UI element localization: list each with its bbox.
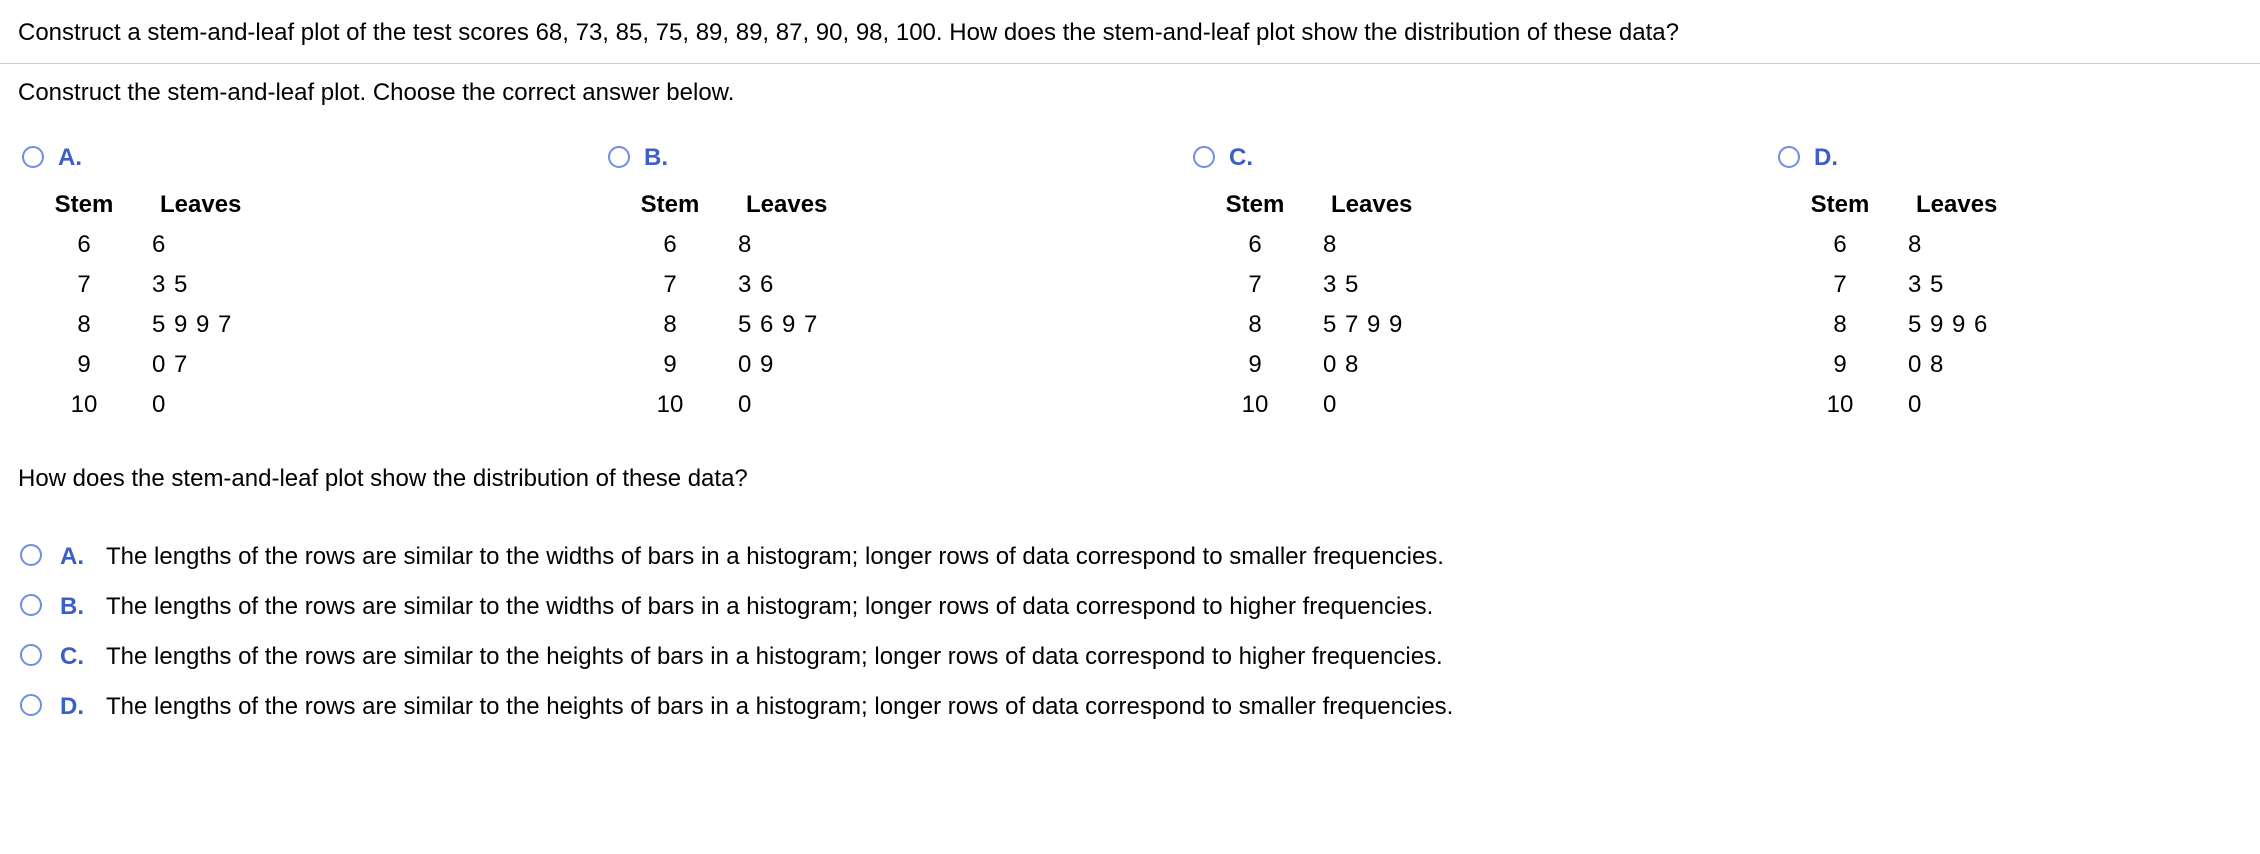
- stem-value: 8: [77, 311, 91, 338]
- question-text: Construct a stem-and-leaf plot of the test scores 68, 73, 85, 75, 89, 89, 87, 90, 98, 100. How does the stem-and-leaf plot show the distribution of these data?: [18, 19, 1679, 46]
- leaves-value: 5 7 9 9: [1323, 311, 1404, 338]
- leaves-value: 5 9 9 7: [152, 311, 233, 338]
- stem-value: 6: [1248, 231, 1262, 258]
- table-row: [1778, 309, 2260, 349]
- stem-value: 8: [663, 311, 677, 338]
- stem-value: 7: [1248, 271, 1262, 298]
- plot-choice-c-selector[interactable]: [1193, 143, 1753, 175]
- leaves-value: 3 5: [1323, 271, 1360, 298]
- table-row: [22, 269, 582, 309]
- radio-button[interactable]: [1193, 146, 1215, 168]
- leaves-value: 0: [1323, 391, 1338, 418]
- table-row: [22, 349, 582, 389]
- answer-text: The lengths of the rows are similar to the widths of bars in a histogram; longer rows of data correspond to smaller frequencies.: [106, 543, 1444, 570]
- answer-choice-a[interactable]: [20, 540, 1620, 574]
- table-row: [1778, 269, 2260, 309]
- leaves-header: Leaves: [1916, 191, 1998, 218]
- table-header-row: [1778, 189, 2260, 229]
- leaves-value: 0 8: [1908, 351, 1945, 378]
- choice-letter: A.: [60, 543, 84, 570]
- stem-value: 6: [1833, 231, 1847, 258]
- table-row: [608, 349, 1168, 389]
- choice-letter: D.: [60, 693, 84, 720]
- leaves-header: Leaves: [1331, 191, 1413, 218]
- stem-value: 7: [1833, 271, 1847, 298]
- leaves-value: 5 6 9 7: [738, 311, 819, 338]
- table-row: [608, 269, 1168, 309]
- choice-letter: A.: [58, 144, 82, 171]
- choice-letter: C.: [1229, 144, 1253, 171]
- stem-header: Stem: [640, 191, 700, 218]
- table-row: [1778, 229, 2260, 269]
- answer-choice-b[interactable]: [20, 590, 1620, 624]
- table-row: [22, 309, 582, 349]
- leaves-value: 3 5: [1908, 271, 1945, 298]
- header-divider: [0, 63, 2260, 64]
- table-row: [1193, 349, 1753, 389]
- table-row: [1193, 309, 1753, 349]
- stem-leaf-table: [1193, 189, 1753, 429]
- stem-header: Stem: [1225, 191, 1285, 218]
- stem-value: 10: [1241, 391, 1269, 418]
- stem-value: 10: [656, 391, 684, 418]
- leaves-value: 3 5: [152, 271, 189, 298]
- stem-value: 6: [663, 231, 677, 258]
- leaves-value: 0 8: [1323, 351, 1360, 378]
- answer-text: The lengths of the rows are similar to the heights of bars in a histogram; longer rows of data correspond to smaller frequencies.: [106, 693, 1454, 720]
- stem-leaf-table: [608, 189, 1168, 429]
- answer-choice-c[interactable]: [20, 640, 1620, 674]
- stem-header: Stem: [1810, 191, 1870, 218]
- radio-button[interactable]: [608, 146, 630, 168]
- table-row: [22, 389, 582, 429]
- leaves-value: 0: [738, 391, 753, 418]
- leaves-value: 8: [1323, 231, 1338, 258]
- choice-letter: B.: [60, 593, 84, 620]
- stem-value: 9: [1833, 351, 1847, 378]
- leaves-value: 8: [1908, 231, 1923, 258]
- leaves-value: 0 9: [738, 351, 775, 378]
- stem-value: 8: [1248, 311, 1262, 338]
- choice-letter: C.: [60, 643, 84, 670]
- choice-letter: B.: [644, 144, 668, 171]
- radio-button[interactable]: [20, 594, 42, 616]
- plot-choice-d: [1778, 143, 2260, 418]
- table-row: [608, 229, 1168, 269]
- stem-value: 9: [77, 351, 91, 378]
- stem-leaf-table: [1778, 189, 2260, 429]
- radio-button[interactable]: [20, 694, 42, 716]
- distribution-question-text: How does the stem-and-leaf plot show the distribution of these data?: [18, 465, 748, 492]
- leaves-value: 5 9 9 6: [1908, 311, 1989, 338]
- stem-value: 7: [77, 271, 91, 298]
- radio-button[interactable]: [1778, 146, 1800, 168]
- stem-value: 9: [1248, 351, 1262, 378]
- stem-value: 10: [1826, 391, 1854, 418]
- table-row: [1778, 349, 2260, 389]
- table-header-row: [1193, 189, 1753, 229]
- plot-choice-a: [22, 143, 582, 418]
- radio-button[interactable]: [20, 544, 42, 566]
- table-row: [1193, 389, 1753, 429]
- table-row: [1778, 389, 2260, 429]
- leaves-header: Leaves: [160, 191, 242, 218]
- table-header-row: [22, 189, 582, 229]
- table-row: [608, 309, 1168, 349]
- plot-choice-b: [608, 143, 1168, 418]
- leaves-value: 0: [1908, 391, 1923, 418]
- leaves-value: 0: [152, 391, 167, 418]
- table-row: [608, 389, 1168, 429]
- leaves-value: 0 7: [152, 351, 189, 378]
- leaves-header: Leaves: [746, 191, 828, 218]
- stem-leaf-table: [22, 189, 582, 429]
- table-row: [22, 229, 582, 269]
- plot-choice-d-selector[interactable]: [1778, 143, 2260, 175]
- answer-text: The lengths of the rows are similar to the widths of bars in a histogram; longer rows of data correspond to higher frequencies.: [106, 593, 1434, 620]
- leaves-value: 6: [152, 231, 167, 258]
- stem-value: 10: [70, 391, 98, 418]
- plot-choice-c: [1193, 143, 1753, 418]
- radio-button[interactable]: [20, 644, 42, 666]
- stem-value: 8: [1833, 311, 1847, 338]
- radio-button[interactable]: [22, 146, 44, 168]
- table-header-row: [608, 189, 1168, 229]
- leaves-value: 8: [738, 231, 753, 258]
- choice-letter: D.: [1814, 144, 1838, 171]
- stem-value: 7: [663, 271, 677, 298]
- table-row: [1193, 229, 1753, 269]
- answer-text: The lengths of the rows are similar to the heights of bars in a histogram; longer rows of data correspond to higher frequencies.: [106, 643, 1443, 670]
- stem-value: 9: [663, 351, 677, 378]
- stem-header: Stem: [54, 191, 114, 218]
- instruction-text: Construct the stem-and-leaf plot. Choose the correct answer below.: [18, 79, 735, 106]
- leaves-value: 3 6: [738, 271, 775, 298]
- plot-choice-b-selector[interactable]: [608, 143, 1168, 175]
- answer-choice-d[interactable]: [20, 690, 1620, 724]
- stem-value: 6: [77, 231, 91, 258]
- table-row: [1193, 269, 1753, 309]
- plot-choice-a-selector[interactable]: [22, 143, 582, 175]
